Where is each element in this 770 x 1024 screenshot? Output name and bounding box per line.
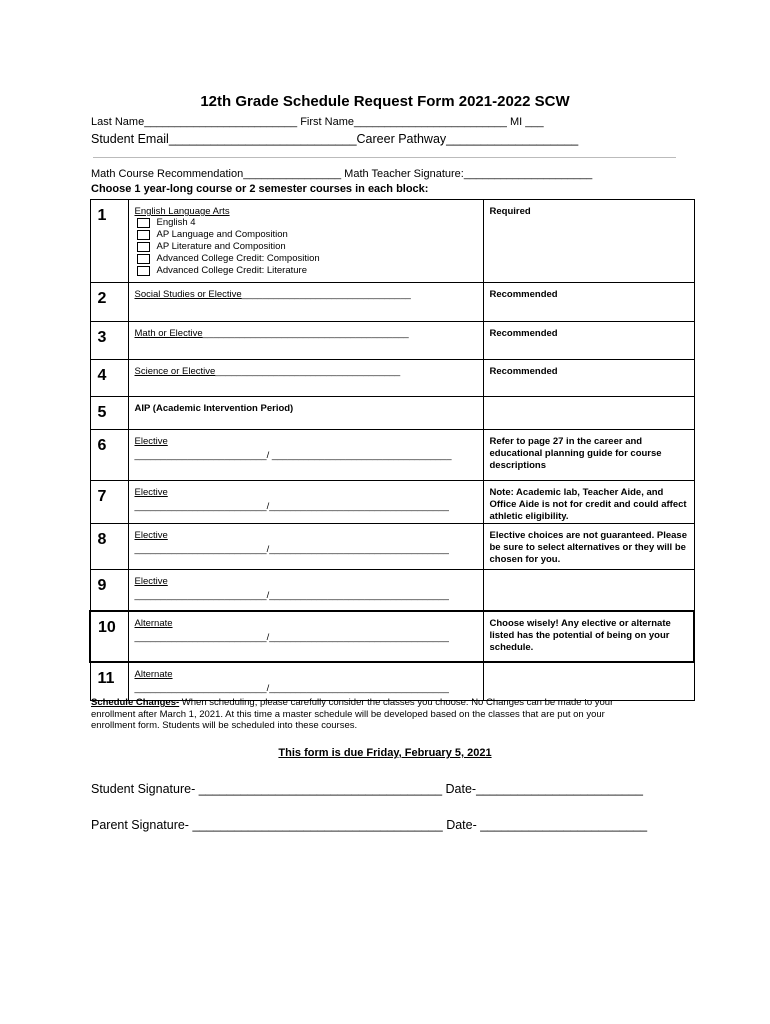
block-row-4 xyxy=(90,360,694,397)
block-label: Elective xyxy=(134,487,168,498)
block-number: 4 xyxy=(90,360,128,397)
block-note: Recommended xyxy=(483,322,694,360)
course-blank[interactable]: ________________________________ xyxy=(241,289,411,300)
course-blank[interactable]: _________________________/__________________________________ xyxy=(134,631,449,643)
option-ap-language[interactable]: AP Language and Composition xyxy=(135,229,483,241)
option-acc-composition[interactable]: Advanced College Credit: Composition xyxy=(135,253,483,265)
schedule-changes-text: When scheduling, please carefully consider the classes you choose. No Changes can be made to your enrollment after March 1, 2021. At this time a master schedule will be developed based on the classes that are put on your enrollment form. Students will be scheduled into these courses. xyxy=(91,697,614,731)
checkbox[interactable] xyxy=(137,266,150,276)
student-signature-line[interactable]: Student Signature- ___________________________________ Date-________________________ xyxy=(91,782,643,796)
block-label: Math or Elective xyxy=(134,328,203,339)
course-blank[interactable]: ___________________________________ xyxy=(215,366,401,377)
block-row-10 xyxy=(90,611,694,662)
block-row-8 xyxy=(90,524,694,570)
schedule-changes-paragraph xyxy=(91,697,651,732)
block-number: 11 xyxy=(90,662,128,701)
course-blank[interactable]: _______________________________________ xyxy=(202,328,409,339)
block-label: Social Studies or Elective xyxy=(134,289,242,300)
block-row-6 xyxy=(90,430,694,481)
course-blank[interactable]: _________________________/__________________________________ xyxy=(134,590,449,601)
block-label: English Language Arts xyxy=(134,206,230,217)
checkbox[interactable] xyxy=(137,218,150,228)
block-number: 7 xyxy=(90,481,128,524)
course-blank[interactable]: _________________________/__________________________________ xyxy=(134,544,449,555)
block-label: Elective xyxy=(134,436,168,447)
block-row-5 xyxy=(90,397,694,430)
block-course-cell[interactable] xyxy=(128,430,483,481)
block-course-cell xyxy=(128,200,483,283)
block-note: Recommended xyxy=(483,283,694,322)
block-number: 10 xyxy=(90,611,128,662)
block-course-cell[interactable] xyxy=(128,611,483,662)
block-course-cell[interactable] xyxy=(128,570,483,611)
block-course-cell[interactable] xyxy=(128,662,483,701)
block-label: Elective xyxy=(134,576,168,587)
option-ap-literature[interactable]: AP Literature and Composition xyxy=(135,241,483,253)
block-row-7 xyxy=(90,481,694,524)
checkbox[interactable] xyxy=(137,242,150,252)
block-number: 2 xyxy=(90,283,128,322)
block-course-cell[interactable] xyxy=(128,481,483,524)
block-number: 6 xyxy=(90,430,128,481)
schedule-changes-label: Schedule Changes- xyxy=(91,697,180,708)
block-label: Alternate xyxy=(134,668,173,680)
block-number: 9 xyxy=(90,570,128,611)
course-blocks-table xyxy=(89,199,695,701)
instruction-text: Choose 1 year-long course or 2 semester courses in each block: xyxy=(91,183,429,195)
divider xyxy=(93,157,676,158)
block-row-9 xyxy=(90,570,694,611)
page-title: 12th Grade Schedule Request Form 2021-2022 SCW xyxy=(200,93,570,110)
block-row-11 xyxy=(90,662,694,701)
block-number: 1 xyxy=(90,200,128,283)
block-note: Note: Academic lab, Teacher Aide, and Office Aide is not for credit and could affect athletic eligibility. xyxy=(483,481,694,524)
block-number: 8 xyxy=(90,524,128,570)
block-course-cell[interactable] xyxy=(128,524,483,570)
block-label: AIP (Academic Intervention Period) xyxy=(128,397,483,430)
checkbox[interactable] xyxy=(137,254,150,264)
block-course-cell[interactable] xyxy=(128,283,483,322)
block-note: Refer to page 27 in the career and educational planning guide for course descriptions xyxy=(483,430,694,481)
email-pathway-line[interactable]: Student Email___________________________Career Pathway___________________ xyxy=(91,132,579,146)
block-note xyxy=(483,397,694,430)
option-english-4[interactable]: English 4 xyxy=(135,217,483,229)
name-line[interactable]: Last Name_________________________ First Name_________________________ MI ___ xyxy=(91,116,544,128)
block-course-cell[interactable] xyxy=(128,322,483,360)
course-blank[interactable]: _________________________/ __________________________________ xyxy=(134,450,452,461)
parent-signature-line[interactable]: Parent Signature- ____________________________________ Date- ________________________ xyxy=(91,818,648,832)
block-note: Recommended xyxy=(483,360,694,397)
block-label: Alternate xyxy=(134,617,173,629)
block-note: Choose wisely! Any elective or alternate listed has the potential of being on your schedule. xyxy=(483,611,694,662)
block-note xyxy=(483,570,694,611)
block-course-cell[interactable] xyxy=(128,360,483,397)
block-number: 3 xyxy=(90,322,128,360)
block-row-2 xyxy=(90,283,694,322)
block-label: Science or Elective xyxy=(134,366,216,377)
block-number: 5 xyxy=(90,397,128,430)
block-label: Elective xyxy=(134,530,168,541)
math-recommendation-line[interactable]: Math Course Recommendation________________ Math Teacher Signature:_____________________ xyxy=(91,168,593,180)
block-row-3 xyxy=(90,322,694,360)
option-acc-literature[interactable]: Advanced College Credit: Literature xyxy=(135,265,483,277)
block-note xyxy=(483,662,694,701)
checkbox[interactable] xyxy=(137,230,150,240)
course-blank[interactable]: _________________________/__________________________________ xyxy=(134,682,449,694)
block-row-1 xyxy=(90,200,694,283)
block-note: Elective choices are not guaranteed. Please be sure to select alternatives or they will be chosen for you. xyxy=(483,524,694,570)
course-blank[interactable]: _________________________/__________________________________ xyxy=(134,501,449,512)
due-date-notice: This form is due Friday, February 5, 2021 xyxy=(278,747,492,759)
block-note: Required xyxy=(483,200,694,283)
